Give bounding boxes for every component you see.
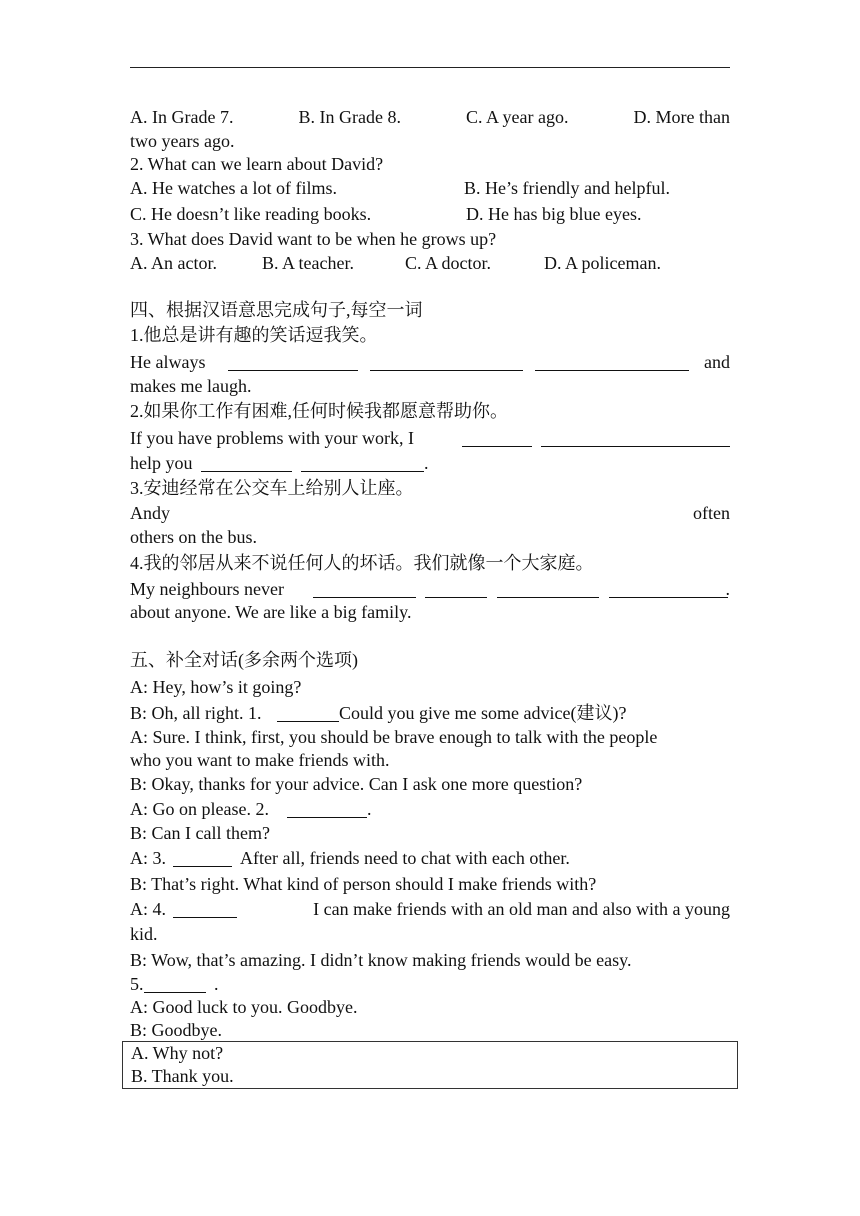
q2-option-c: C. He doesn’t like reading books. [130,204,372,224]
s4-sentence3-end: others on the bus. [130,527,257,547]
s4-sentence2-start: If you have problems with your work, I [130,428,414,448]
dialog-line-5-end: . [367,799,372,819]
dialog-line-11 [130,972,730,996]
q3-option-c: C. A doctor. [405,253,492,273]
s4-sentence4-chinese: 4.我的邻居从来不说任何人的坏话。我们就像一个大家庭。 [130,553,594,573]
option-b: B. Thank you. [131,1066,234,1086]
q1-option-c: C. A year ago. [465,107,569,127]
section4-title: 四、根据汉语意思完成句子,每空一词 [130,300,423,320]
s4-sentence2-english-cont [130,451,730,475]
s4-blank-4a[interactable] [313,597,416,598]
dialog-line-2-end: Could you give me some advice(建议)? [339,703,627,723]
s4-blank-2b[interactable] [541,446,730,447]
s4-blank-2c[interactable] [201,471,292,472]
dialog-line-3b: who you want to make friends with. [130,750,390,770]
dialog-line-4: B: Okay, thanks for your advice. Can I ask one more question? [130,774,583,794]
s4-sentence4-period: . [725,579,730,599]
dialog-line-10: B: Wow, that’s amazing. I didn’t know making friends would be easy. [130,950,632,970]
s4-blank-1b[interactable] [370,370,523,371]
dialog-line-9b: kid. [130,924,158,944]
s4-sentence1-end: makes me laugh. [130,376,252,396]
dialog-line-3a: A: Sure. I think, first, you should be brave enough to talk with the people [130,727,658,747]
s4-sentence4-start: My neighbours never [130,579,284,599]
dialog-line-13: B: Goodbye. [130,1020,222,1040]
dialog-line-9-end: I can make friends with an old man and also with a young [313,899,730,919]
q1-options-row [130,105,730,129]
s4-sentence2-help: help you [130,453,193,473]
q2-option-d: D. He has big blue eyes. [466,204,642,224]
q2-option-b: B. He’s friendly and helpful. [464,178,670,198]
dialog-line-5-start: A: Go on please. 2. [130,799,269,819]
q3-option-d: D. A policeman. [544,253,661,273]
s4-sentence3-andy: Andy [130,503,170,523]
dialog-blank-2[interactable] [287,817,367,818]
dialog-line-11-start: 5. [130,974,144,994]
s4-blank-1c[interactable] [535,370,689,371]
options-box [122,1041,738,1089]
dialog-blank-4[interactable] [173,917,237,918]
dialog-blank-1[interactable] [277,721,339,722]
s4-sentence1-and: and [704,352,730,372]
s4-sentence2-chinese: 2.如果你工作有困难,任何时候我都愿意帮助你。 [130,401,508,421]
dialog-line-8: B: That’s right. What kind of person should I make friends with? [130,874,597,894]
q1-option-d: D. More than [633,107,730,127]
s4-blank-4c[interactable] [497,597,599,598]
header-rule [130,67,730,68]
dialog-line-1: A: Hey, how’s it going? [130,677,302,697]
s4-sentence1-chinese: 1.他总是讲有趣的笑话逗我笑。 [130,325,378,345]
dialog-blank-3[interactable] [173,866,232,867]
q3-stem: 3. What does David want to be when he grows up? [130,229,497,249]
dialog-line-5 [130,797,730,821]
dialog-line-2 [130,701,730,725]
s4-sentence4-english [130,577,730,601]
q3-options-row [130,251,730,275]
s4-sentence2-english [130,426,730,450]
s4-sentence4-end: about anyone. We are like a big family. [130,602,412,622]
dialog-line-7-end: After all, friends need to chat with each other. [240,848,570,868]
q3-option-a: A. An actor. [130,253,217,273]
s4-sentence3-english [130,501,730,525]
option-a: A. Why not? [131,1043,224,1063]
s4-blank-1a[interactable] [228,370,358,371]
s4-sentence3-often: often [693,503,730,523]
dialog-line-7 [130,846,730,870]
s4-sentence2-period: . [424,453,429,473]
dialog-line-9 [130,897,730,921]
dialog-line-9-start: A: 4. [130,899,166,919]
dialog-blank-5[interactable] [144,992,206,993]
s4-sentence3-chinese: 3.安迪经常在公交车上给别人让座。 [130,478,414,498]
dialog-line-7-start: A: 3. [130,848,166,868]
s4-blank-4b[interactable] [425,597,487,598]
s4-sentence1-english [130,350,730,374]
q1-option-a: A. In Grade 7. [130,107,234,127]
s4-blank-2d[interactable] [301,471,424,472]
q2-stem: 2. What can we learn about David? [130,154,384,174]
dialog-line-11-end: . [214,974,219,994]
dialog-line-6: B: Can I call them? [130,823,270,843]
q1-option-b: B. In Grade 8. [298,107,401,127]
q2-option-a: A. He watches a lot of films. [130,178,337,198]
q2-options-row2 [130,202,730,226]
q1-option-d-continued: two years ago. [130,131,235,151]
q3-option-b: B. A teacher. [262,253,354,273]
dialog-line-12: A: Good luck to you. Goodbye. [130,997,358,1017]
s4-blank-2a[interactable] [462,446,532,447]
s4-blank-4d[interactable] [609,597,728,598]
section5-title: 五、补全对话(多余两个选项) [130,650,358,670]
s4-sentence1-start: He always [130,352,206,372]
q2-options-row1 [130,176,730,200]
dialog-line-2-start: B: Oh, all right. 1. [130,703,262,723]
